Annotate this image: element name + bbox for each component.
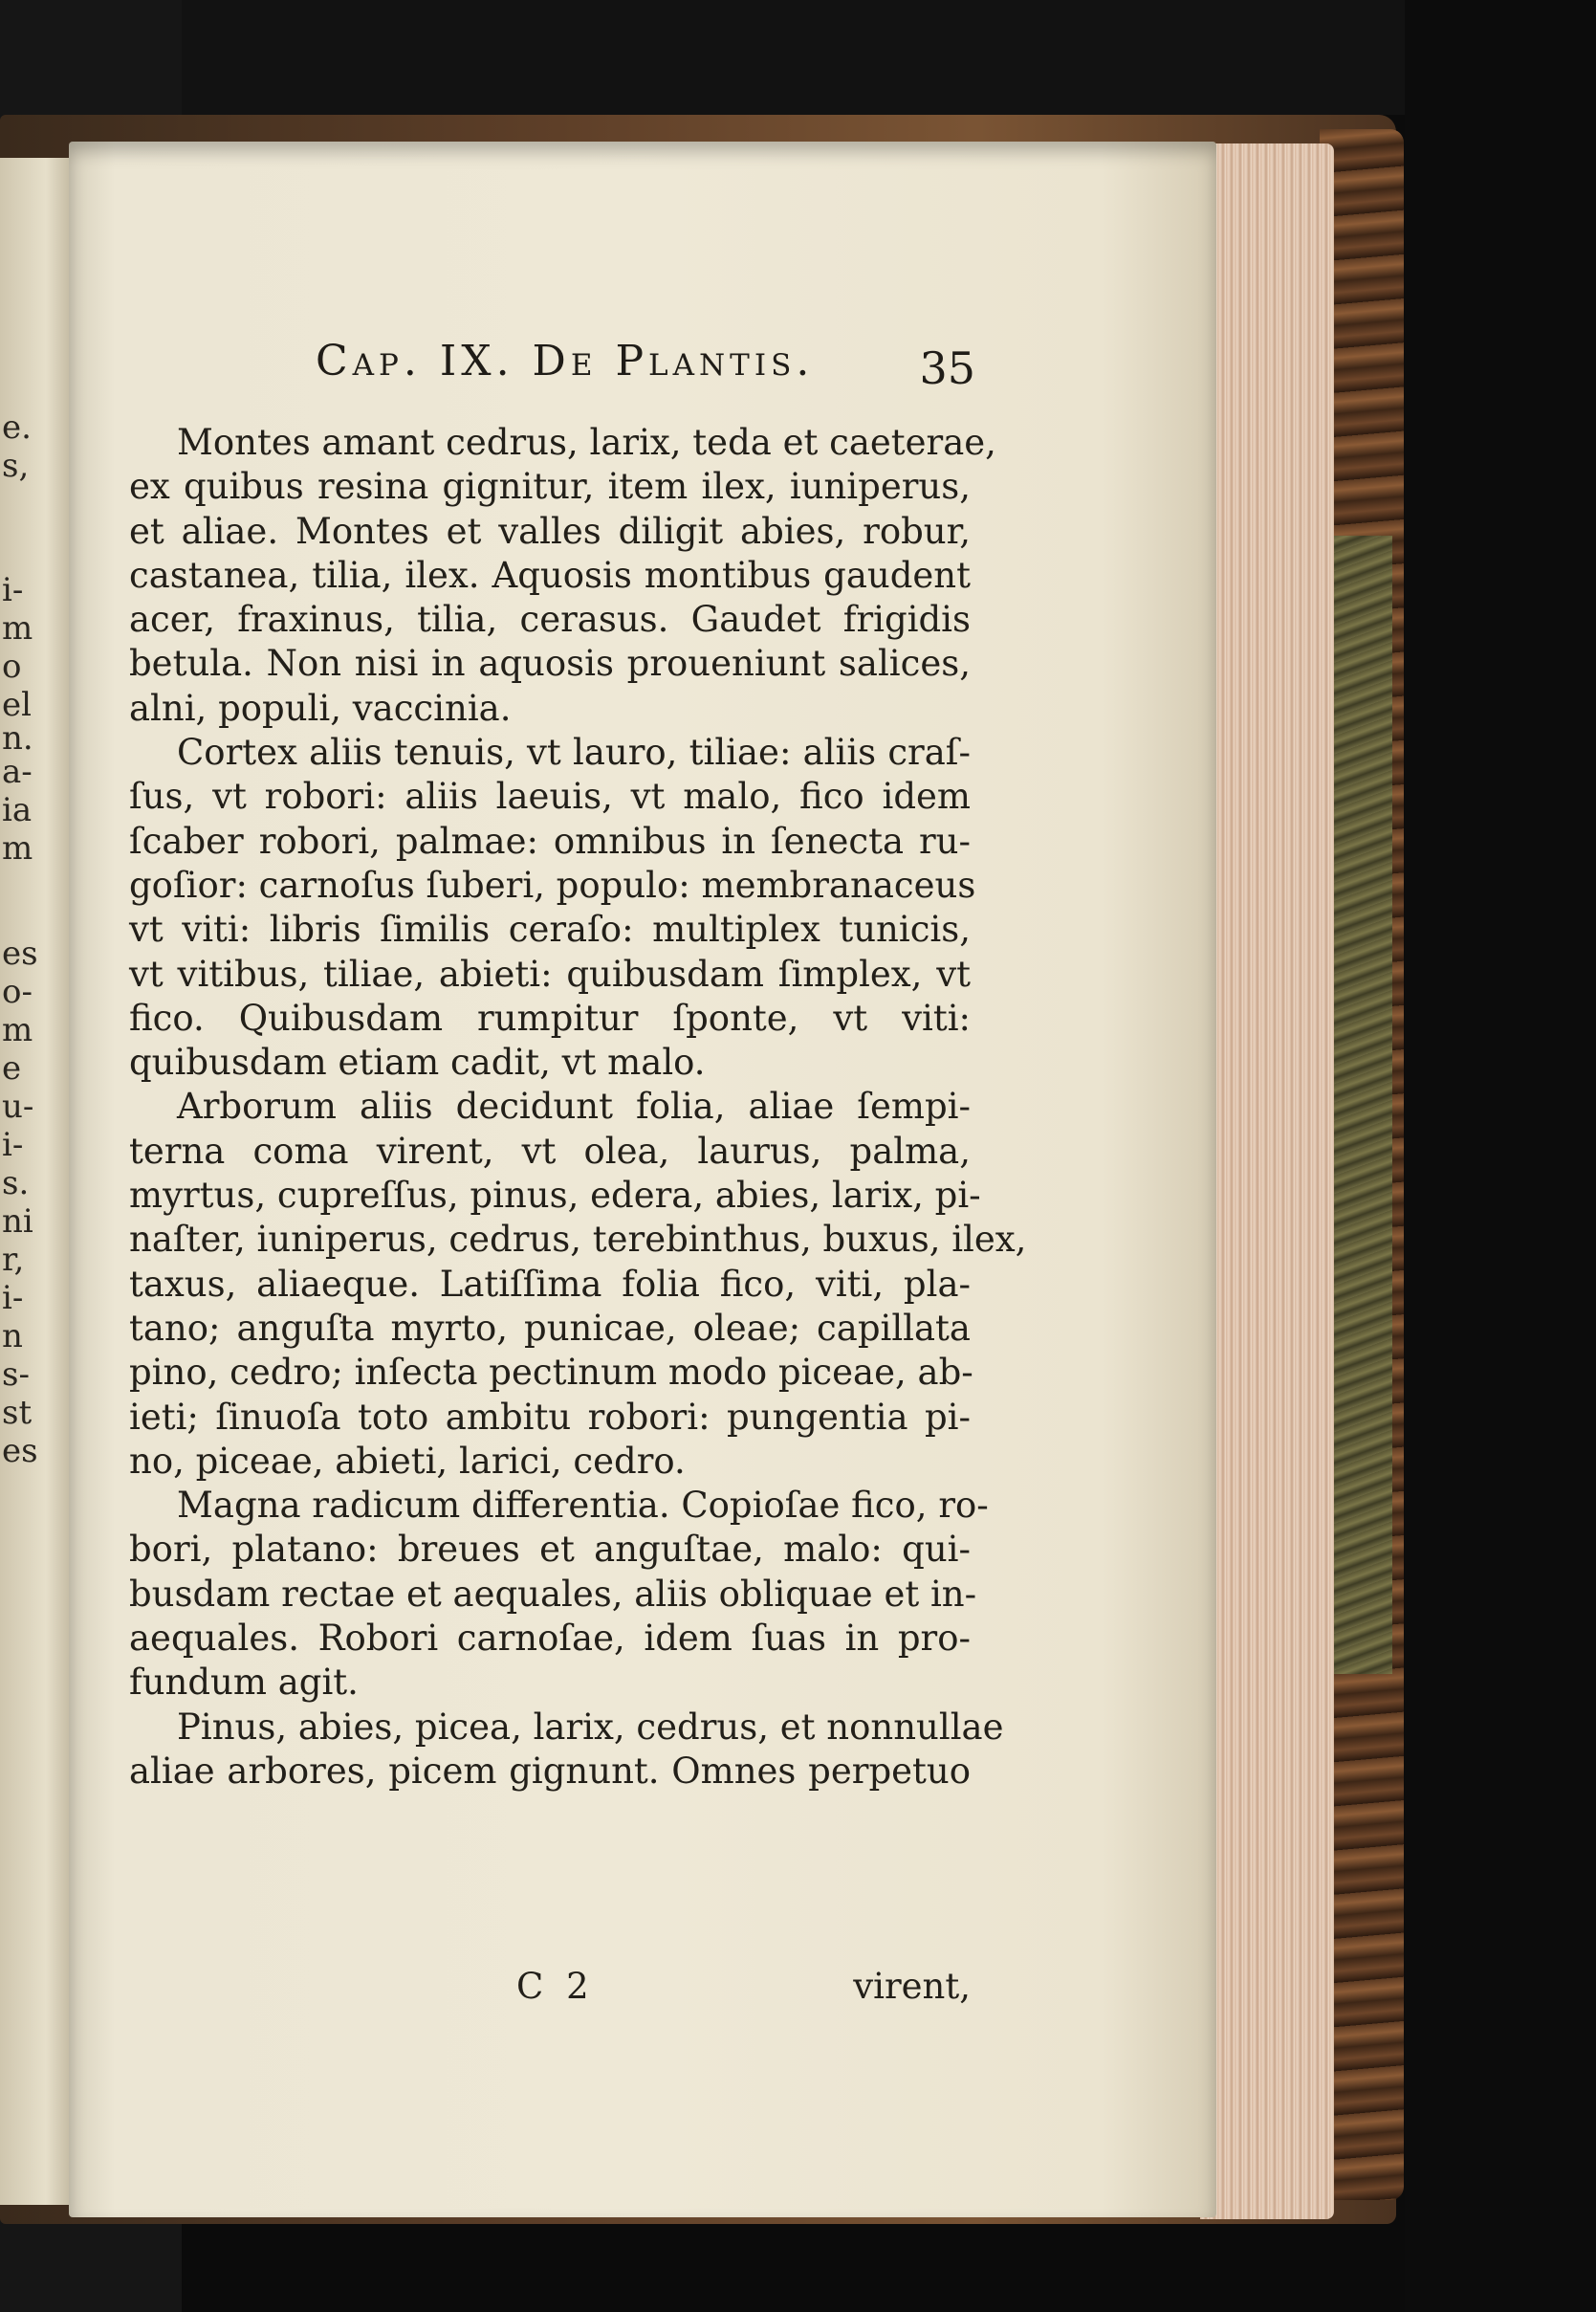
text-line: aequales. Robori carnoſae, idem ſuas in pro-: [129, 1618, 971, 1660]
chapter-title: Cap. IX. De Plantis.: [316, 337, 815, 385]
text-line: taxus, aliaeque. Latiſſima folia fico, viti, pla-: [129, 1263, 971, 1305]
left-page-fragment: m: [2, 829, 33, 868]
text-line: Cortex aliis tenuis, vt lauro, tiliae: aliis craſ-: [177, 732, 971, 774]
left-page-fragment: a-: [2, 753, 33, 791]
text-line: castanea, tilia, ilex. Aquosis montibus gaudent: [129, 554, 971, 596]
text-line: fico. Quibusdam rumpitur ſponte, vt viti:: [129, 997, 971, 1039]
text-line: quibusdam etiam cadit, vt malo.: [129, 1042, 706, 1084]
text-line: ex quibus resina gignitur, item ilex, iuniperus,: [129, 466, 971, 508]
previous-page-sliver: [0, 158, 77, 2205]
left-page-fragment: s-: [2, 1355, 30, 1394]
left-page-fragment: s,: [2, 447, 30, 485]
page-edges: [1200, 143, 1334, 2219]
text-line: fundum agit.: [129, 1662, 359, 1704]
text-line: acer, fraxinus, tilia, cerasus. Gaudet frigidis: [129, 599, 971, 641]
text-line: terna coma virent, vt olea, laurus, palma,: [129, 1130, 971, 1172]
text-line: vt viti: libris ſimilis ceraſo: multiplex tunicis,: [129, 909, 971, 951]
text-line: busdam rectae et aequales, aliis obliquae et in-: [129, 1573, 977, 1615]
text-line: bori, platano: breues et anguſtae, malo: qui-: [129, 1529, 971, 1571]
text-line: no, piceae, abieti, larici, cedro.: [129, 1440, 686, 1482]
left-page-fragment: i-: [2, 1126, 24, 1164]
text-line: myrtus, cupreſſus, pinus, edera, abies, larix, pi-: [129, 1175, 981, 1217]
text-line: tano; anguſta myrto, punicae, oleae; capillata: [129, 1307, 971, 1349]
left-page-fragment: r,: [2, 1241, 25, 1279]
text-line: pino, cedro; inſecta pectinum modo piceae, ab-: [129, 1352, 973, 1394]
text-line: goſior: carnoſus ſuberi, populo: membranaceus: [129, 864, 976, 906]
background-right: [1405, 0, 1596, 2312]
text-line: et aliae. Montes et valles diligit abies, robur,: [129, 510, 971, 552]
text-line: ſus, vt robori: aliis laeuis, vt malo, fico idem: [129, 776, 971, 818]
page-footer: [129, 1966, 971, 2023]
text-line: Montes amant cedrus, larix, teda et caeterae,: [177, 422, 996, 463]
left-page-fragment: o: [2, 648, 22, 686]
text-line: naſter, iuniperus, cedrus, terebinthus, buxus, ilex,: [129, 1219, 1027, 1261]
left-page-fragment: st: [2, 1394, 33, 1432]
left-page-fragment: o-: [2, 973, 33, 1011]
left-page-fragment: m: [2, 1011, 33, 1049]
left-page-fragment: e.: [2, 408, 32, 447]
text-line: vt vitibus, tiliae, abieti: quibusdam ſimplex, vt: [129, 953, 971, 995]
text-line: betula. Non nisi in aquosis proueniunt salices,: [129, 643, 971, 685]
left-page-fragment: n: [2, 1317, 23, 1355]
left-page-fragment: es: [2, 1432, 38, 1470]
text-line: aliae arbores, picem gignunt. Omnes perpetuo: [129, 1750, 971, 1792]
text-line: ſcaber robori, palmae: omnibus in ſenecta ru-: [129, 820, 971, 862]
body-text: [129, 421, 1027, 1794]
text-line: Magna radicum differentia. Copioſae fico, ro-: [177, 1485, 989, 1527]
left-page-fragment: s.: [2, 1164, 30, 1202]
left-page-fragment: u-: [2, 1088, 34, 1126]
catchword: virent,: [853, 1966, 971, 2007]
left-page-fragment: i-: [2, 1279, 24, 1317]
left-page-fragment: e: [2, 1049, 22, 1088]
signature-mark: C 2: [516, 1966, 595, 2007]
text-line: alni, populi, vaccinia.: [129, 687, 512, 729]
running-header: [316, 337, 975, 404]
text-line: Pinus, abies, picea, larix, cedrus, et nonnullae: [177, 1706, 1004, 1748]
left-page-fragment: es: [2, 935, 38, 973]
left-page-fragment: i-: [2, 571, 24, 609]
text-line: ieti; ſinuoſa toto ambitu robori: pungentia pi-: [129, 1396, 971, 1438]
left-page-fragment: n.: [2, 719, 33, 758]
background-top: [0, 0, 1596, 115]
page-number: 35: [919, 342, 975, 394]
left-page-fragment: m: [2, 609, 33, 648]
marbled-edge: [1331, 536, 1392, 1674]
left-page-fragment: ia: [2, 791, 33, 829]
left-page-fragment: el: [2, 686, 32, 724]
left-page-fragment: ni: [2, 1202, 33, 1241]
text-line: Arborum aliis decidunt folia, aliae ſempi-: [177, 1086, 971, 1128]
